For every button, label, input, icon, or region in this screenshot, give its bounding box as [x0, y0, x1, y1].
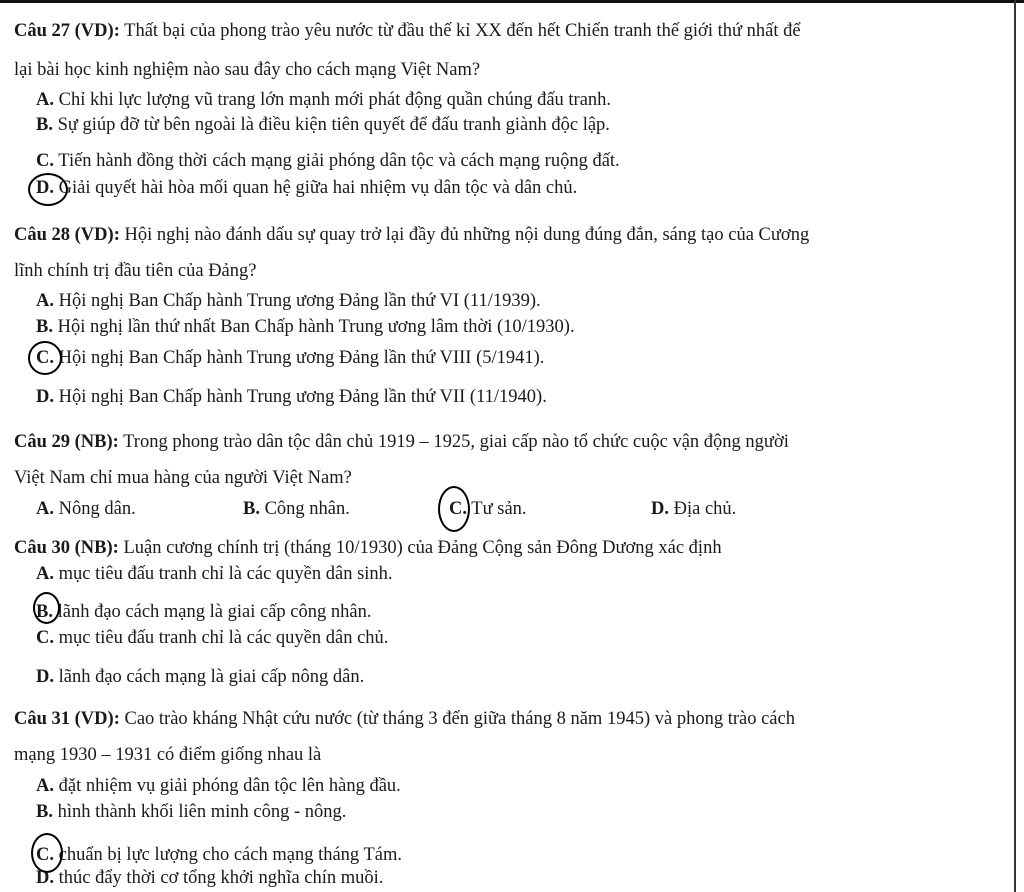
- option-text: thúc đẩy thời cơ tổng khởi nghĩa chín muồi.: [54, 868, 384, 888]
- question-31-option-b[interactable]: [36, 800, 346, 824]
- option-letter: D.: [36, 178, 54, 198]
- question-30-stem-1: Luận cương chính trị (tháng 10/1930) của Đảng Cộng sản Đông Dương xác định: [118, 538, 722, 558]
- question-31-option-c[interactable]: [36, 843, 402, 867]
- option-text: Hội nghị Ban Chấp hành Trung ương Đảng lần thứ VII (11/1940).: [54, 387, 547, 407]
- option-text: Hội nghị lần thứ nhất Ban Chấp hành Trung ương lâm thời (10/1930).: [52, 317, 575, 337]
- option-text: mục tiêu đấu tranh chỉ là các quyền dân chủ.: [54, 628, 389, 648]
- question-28-stem-line-1: [14, 223, 809, 247]
- question-28-option-a[interactable]: [36, 289, 541, 313]
- answer-mark-circle-29: [438, 486, 470, 532]
- question-28-label: Câu 28 (VD):: [14, 225, 120, 245]
- option-text: Nông dân.: [54, 499, 136, 519]
- option-text: Sự giúp đỡ từ bên ngoài là điều kiện tiên quyết để đấu tranh giành độc lập.: [52, 115, 610, 135]
- question-27-option-d[interactable]: [36, 176, 577, 200]
- option-letter: B.: [243, 499, 260, 519]
- question-30-label: Câu 30 (NB):: [14, 538, 119, 558]
- question-30-option-a[interactable]: [36, 562, 393, 586]
- option-letter: B.: [36, 602, 53, 622]
- question-27-option-a[interactable]: [36, 88, 611, 112]
- option-letter: A.: [36, 776, 54, 796]
- question-29-label: Câu 29 (NB):: [14, 432, 119, 452]
- right-border: [1014, 0, 1016, 892]
- question-30-option-b[interactable]: [36, 600, 371, 624]
- option-letter: A.: [36, 90, 54, 110]
- question-30-option-d[interactable]: [36, 665, 364, 689]
- question-27-stem-1: Thất bại của phong trào yêu nước từ đầu thế kỉ XX đến hết Chiến tranh thế giới thứ nhất để: [119, 21, 801, 41]
- option-letter: C.: [36, 348, 54, 368]
- option-letter: C.: [36, 151, 54, 171]
- option-letter: D.: [651, 499, 669, 519]
- option-letter: A.: [36, 564, 54, 584]
- option-letter: C.: [449, 499, 467, 519]
- question-27-stem-line-1: [14, 19, 801, 43]
- option-letter: D.: [36, 387, 54, 407]
- answer-mark-circle-30: [33, 592, 60, 624]
- answer-mark-circle-31: [31, 833, 63, 873]
- question-29-option-b[interactable]: [243, 497, 350, 521]
- question-29-stem-1: Trong phong trào dân tộc dân chủ 1919 – 1925, giai cấp nào tổ chức cuộc vận động người: [118, 432, 789, 452]
- question-28-stem-2: lĩnh chính trị đầu tiên của Đảng?: [14, 261, 257, 281]
- question-29-option-a[interactable]: [36, 497, 136, 521]
- option-letter: D.: [36, 667, 54, 687]
- option-text: lãnh đạo cách mạng là giai cấp công nhân.: [52, 602, 372, 622]
- option-letter: B.: [36, 115, 53, 135]
- option-text: Hội nghị Ban Chấp hành Trung ương Đảng lần thứ VI (11/1939).: [54, 291, 541, 311]
- answer-mark-circle-28: [28, 341, 62, 375]
- option-text: Giải quyết hài hòa mối quan hệ giữa hai nhiệm vụ dân tộc và dân chủ.: [54, 178, 578, 198]
- option-text: đặt nhiệm vụ giải phóng dân tộc lên hàng đầu.: [54, 776, 401, 796]
- option-text: hình thành khối liên minh công - nông.: [52, 802, 347, 822]
- answer-mark-circle-27: [28, 173, 68, 206]
- question-27-option-c[interactable]: [36, 149, 620, 173]
- option-letter: C.: [36, 628, 54, 648]
- question-31-stem-1: Cao trào kháng Nhật cứu nước (từ tháng 3 đến giữa tháng 8 năm 1945) và phong trào cách: [119, 709, 795, 729]
- question-29-stem-2: Việt Nam chỉ mua hàng của người Việt Nam?: [14, 468, 352, 488]
- option-text: chuẩn bị lực lượng cho cách mạng tháng Tám.: [54, 845, 403, 865]
- option-letter: B.: [36, 317, 53, 337]
- question-31-option-a[interactable]: [36, 774, 401, 798]
- option-letter: C.: [36, 845, 54, 865]
- question-31-stem-line-1: [14, 707, 795, 731]
- question-29-stem-line-1: [14, 430, 789, 454]
- option-letter: A.: [36, 291, 54, 311]
- option-text: Tiến hành đồng thời cách mạng giải phóng dân tộc và cách mạng ruộng đất.: [54, 151, 620, 171]
- option-text: Công nhân.: [259, 499, 350, 519]
- question-27-option-b[interactable]: [36, 113, 610, 137]
- question-28-option-d[interactable]: [36, 385, 547, 409]
- question-31-label: Câu 31 (VD):: [14, 709, 120, 729]
- option-text: Hội nghị Ban Chấp hành Trung ương Đảng lần thứ VIII (5/1941).: [54, 348, 545, 368]
- option-letter: B.: [36, 802, 53, 822]
- top-border: [0, 0, 1024, 3]
- option-letter: A.: [36, 499, 54, 519]
- question-30-option-c[interactable]: [36, 626, 388, 650]
- question-28-option-c[interactable]: [36, 346, 544, 370]
- question-28-stem-1: Hội nghị nào đánh dấu sự quay trở lại đầy đủ những nội dung đúng đắn, sáng tạo của Cương: [119, 225, 810, 245]
- option-text: lãnh đạo cách mạng là giai cấp nông dân.: [54, 667, 365, 687]
- question-27-label: Câu 27 (VD):: [14, 21, 120, 41]
- option-text: mục tiêu đấu tranh chỉ là các quyền dân sinh.: [54, 564, 393, 584]
- question-30-stem-line-1: [14, 536, 722, 560]
- question-28-option-b[interactable]: [36, 315, 575, 339]
- option-text: Chỉ khi lực lượng vũ trang lớn mạnh mới phát động quần chúng đấu tranh.: [54, 90, 612, 110]
- question-29-option-d[interactable]: [651, 497, 736, 521]
- option-text: Tư sản.: [467, 499, 527, 519]
- question-31-stem-2: mạng 1930 – 1931 có điểm giống nhau là: [14, 745, 322, 765]
- option-letter: D.: [36, 868, 54, 888]
- question-27-stem-2: lại bài học kinh nghiệm nào sau đây cho cách mạng Việt Nam?: [14, 60, 481, 80]
- question-31-option-d[interactable]: [36, 866, 383, 890]
- option-text: Địa chủ.: [669, 499, 737, 519]
